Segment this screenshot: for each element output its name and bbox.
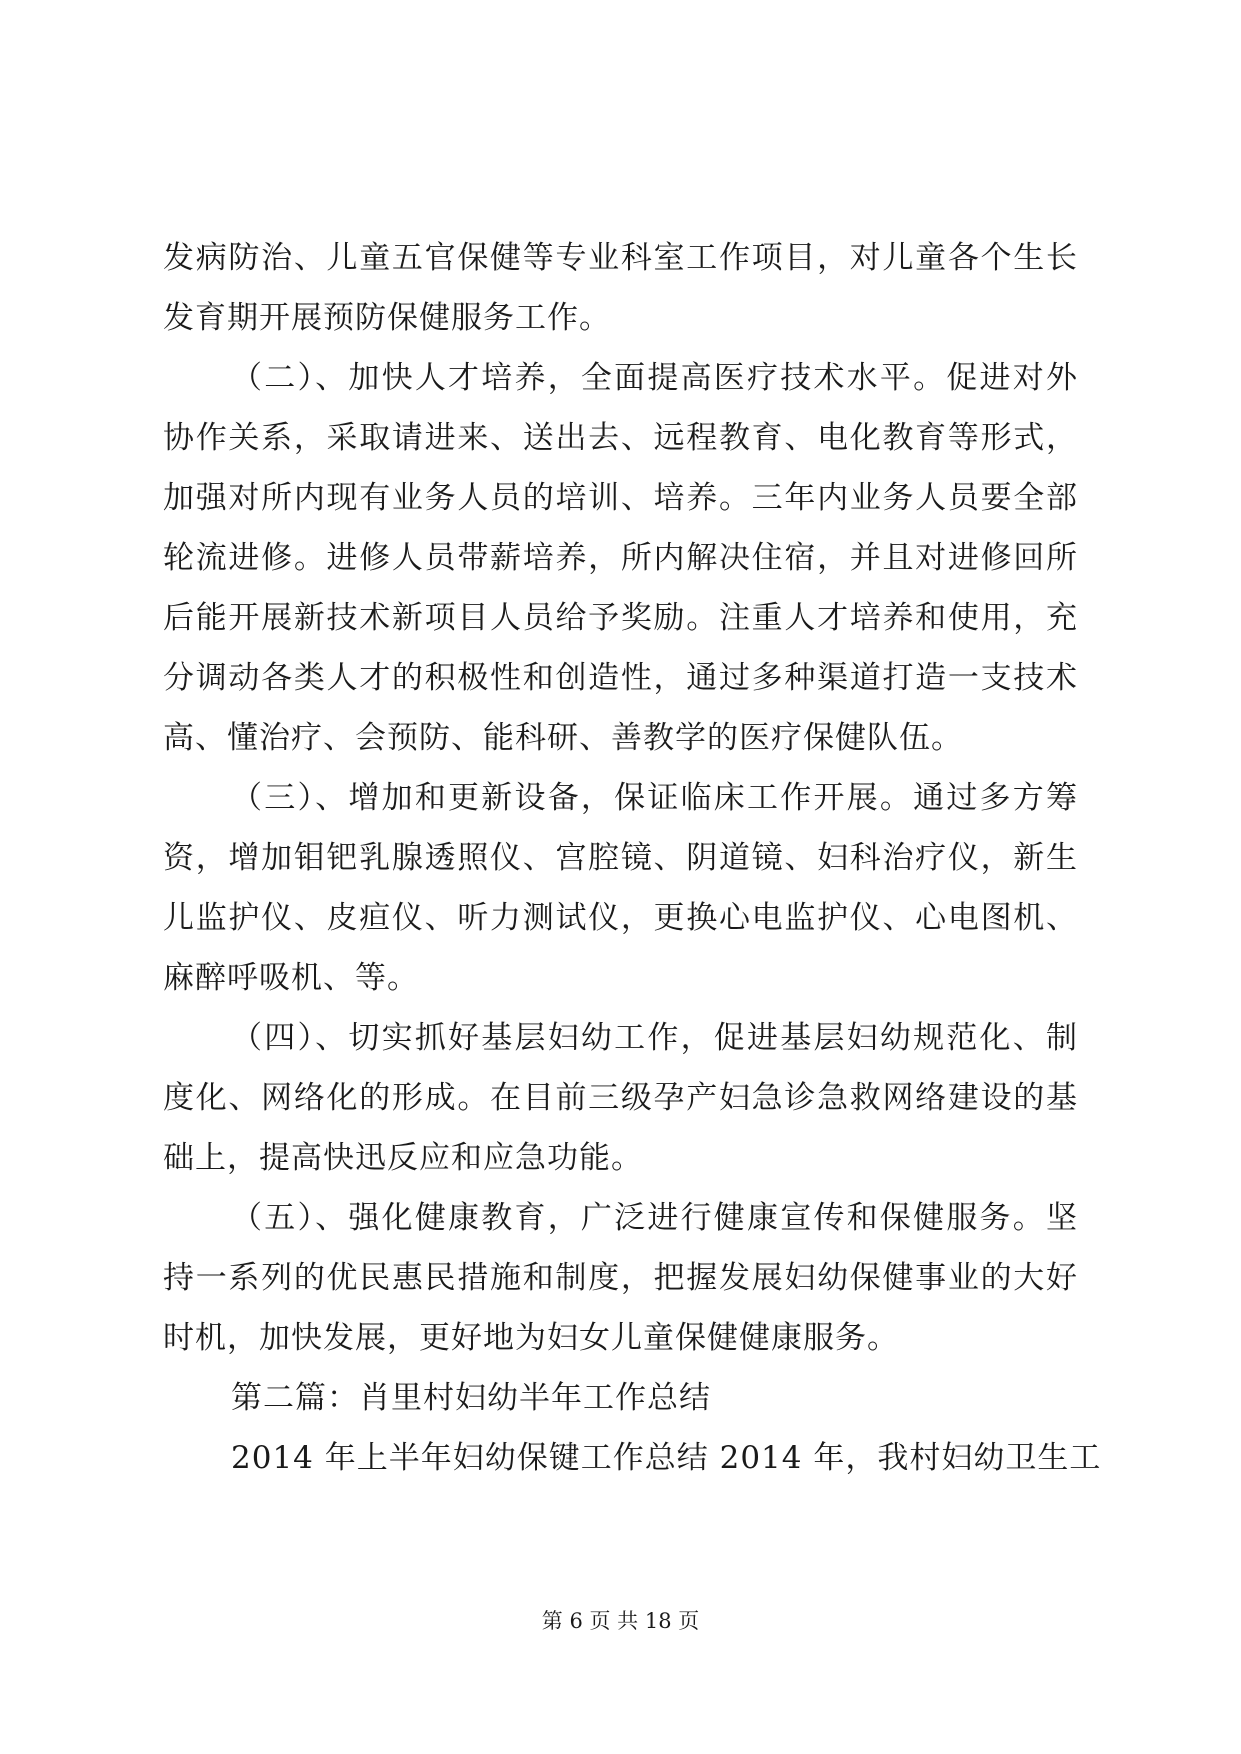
paragraph-start-line: （五）、强化健康教育，广泛进行健康宣传和保健服务。坚: [231, 1200, 1078, 1236]
text-line: 协作关系，采取请进来、送出去、远程教育、电化教育等形式，: [163, 420, 1078, 456]
text-line: 础上，提高快迅反应和应急功能。: [163, 1140, 643, 1176]
paragraph-start-line: 2014 年上半年妇幼保键工作总结 2014 年，我村妇幼卫生工: [231, 1440, 1102, 1476]
text-line: 发病防治、儿童五官保健等专业科室工作项目，对儿童各个生长: [163, 240, 1078, 276]
text-line: 加强对所内现有业务人员的培训、培养。三年内业务人员要全部: [163, 480, 1078, 516]
text-line: 儿监护仪、皮疸仪、听力测试仪，更换心电监护仪、心电图机、: [163, 900, 1078, 936]
text-line: 发育期开展预防保健服务工作。: [163, 300, 611, 336]
text-line: 麻醉呼吸机、等。: [163, 960, 419, 996]
text-line: 高、懂治疗、会预防、能科研、善教学的医疗保健队伍。: [163, 720, 963, 756]
text-line: 持一系列的优民惠民措施和制度，把握发展妇幼保健事业的大好: [163, 1260, 1078, 1296]
text-line: 时机，加快发展，更好地为妇女儿童保健健康服务。: [163, 1320, 899, 1356]
body-text: [163, 228, 1102, 1488]
paragraph-start-line: （三）、增加和更新设备，保证临床工作开展。通过多方筹: [231, 780, 1078, 816]
text-line: 轮流进修。进修人员带薪培养，所内解决住宿，并且对进修回所: [163, 540, 1078, 576]
paragraph-start-line: （二）、加快人才培养，全面提高医疗技术水平。促进对外: [231, 360, 1078, 396]
section-heading: 第二篇：肖里村妇幼半年工作总结: [231, 1380, 711, 1416]
paragraph-start-line: （四）、切实抓好基层妇幼工作，促进基层妇幼规范化、制: [231, 1020, 1078, 1056]
text-line: 分调动各类人才的积极性和创造性，通过多种渠道打造一支技术: [163, 660, 1078, 696]
text-line: 资，增加钼钯乳腺透照仪、宫腔镜、阴道镜、妇科治疗仪，新生: [163, 840, 1078, 876]
text-line: 度化、网络化的形成。在目前三级孕产妇急诊急救网络建设的基: [163, 1080, 1078, 1116]
page-number: 第 6 页 共 18 页: [541, 1609, 700, 1633]
text-line: 后能开展新技术新项目人员给予奖励。注重人才培养和使用，充: [163, 600, 1078, 636]
